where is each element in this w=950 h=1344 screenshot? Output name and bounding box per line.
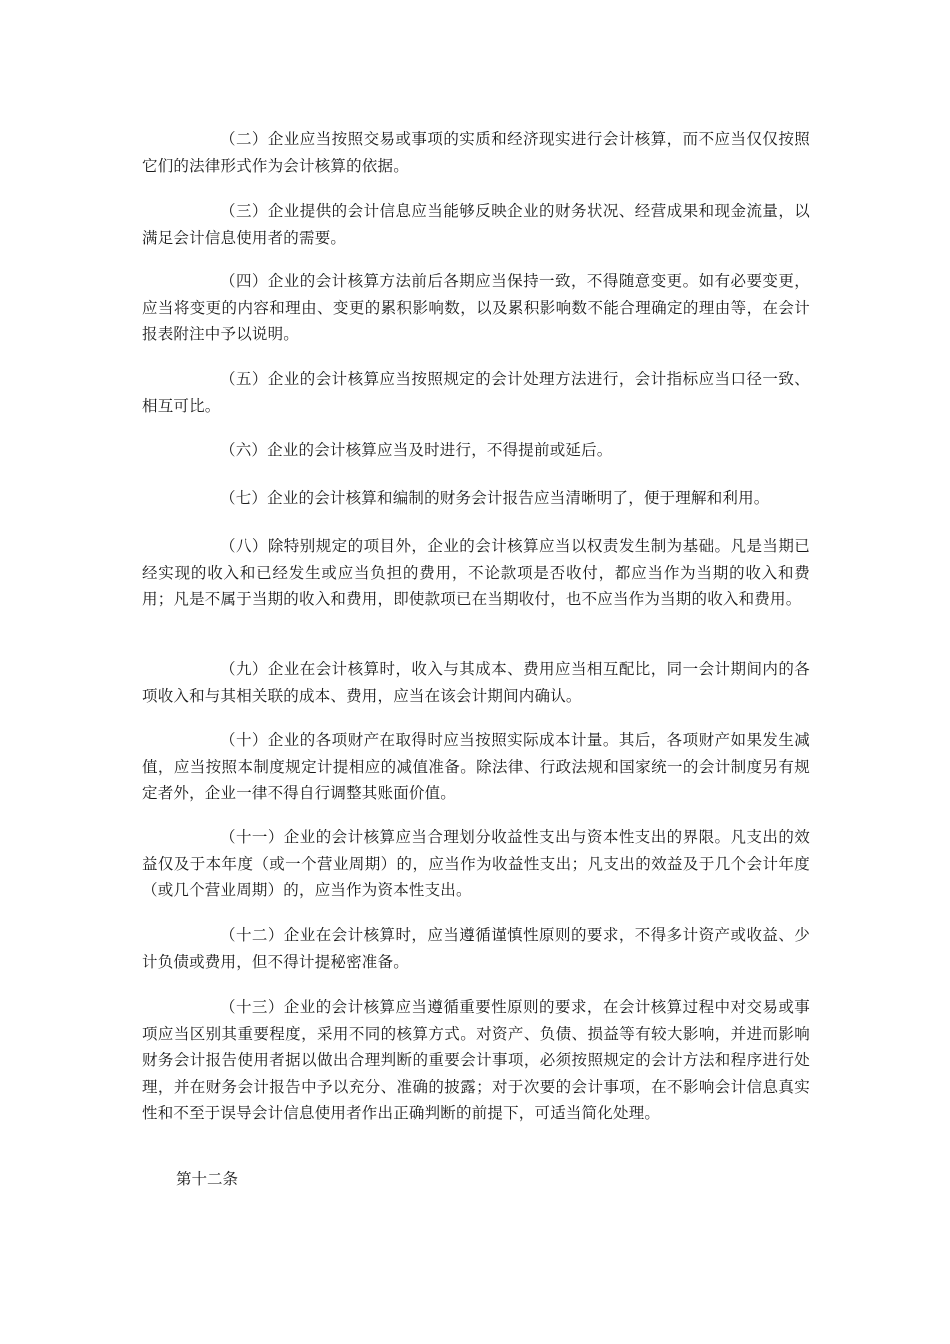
paragraph-5: （五）企业的会计核算应当按照规定的会计处理方法进行，会计指标应当口径一致、相互可比。	[142, 370, 810, 415]
paragraph-10: （十）企业的各项财产在取得时应当按照实际成本计量。其后，各项财产如果发生减值，应当按照本制度规定计提相应的减值准备。除法律、行政法规和国家统一的会计制度另有规定者外，企业一律不得自行调整其账面价值。	[142, 731, 810, 802]
paragraph-2: （二）企业应当按照交易或事项的实质和经济现实进行会计核算，而不应当仅仅按照它们的法律形式作为会计核算的依据。	[142, 130, 810, 175]
paragraph-9: （九）企业在会计核算时，收入与其成本、费用应当相互配比，同一会计期间内的各项收入和与其相关联的成本、费用，应当在该会计期间内确认。	[142, 660, 810, 705]
section-heading: 第十二条	[176, 1170, 239, 1188]
paragraph-3: （三）企业提供的会计信息应当能够反映企业的财务状况、经营成果和现金流量，以满足会计信息使用者的需要。	[142, 202, 810, 247]
paragraph-11: （十一）企业的会计核算应当合理划分收益性支出与资本性支出的界限。凡支出的效益仅及于本年度（或一个营业周期）的，应当作为收益性支出；凡支出的效益及于几个会计年度（或几个营业周期）的，应当作为资本性支出。	[142, 828, 810, 899]
paragraph-6: （六）企业的会计核算应当及时进行，不得提前或延后。	[220, 441, 613, 459]
paragraph-13: （十三）企业的会计核算应当遵循重要性原则的要求，在会计核算过程中对交易或事项应当区别其重要程度，采用不同的核算方式。对资产、负债、损益等有较大影响，并进而影响财务会计报告使用者据以做出合理判断的重要会计事项，必须按照规定的会计方法和程序进行处理，并在财务会计报告中予以充分、准确的披露；对于次要的会计事项，在不影响会计信息真实性和不至于误导会计信息使用者作出正确判断的前提下，可适当简化处理。	[142, 998, 810, 1122]
paragraph-12: （十二）企业在会计核算时，应当遵循谨慎性原则的要求，不得多计资产或收益、少计负债或费用，但不得计提秘密准备。	[142, 926, 810, 971]
paragraph-8: （八）除特别规定的项目外，企业的会计核算应当以权责发生制为基础。凡是当期已经实现的收入和已经发生或应当负担的费用，不论款项是否收付，都应当作为当期的收入和费用；凡是不属于当期的收入和费用，即使款项已在当期收付，也不应当作为当期的收入和费用。	[142, 537, 810, 608]
paragraph-4: （四）企业的会计核算方法前后各期应当保持一致，不得随意变更。如有必要变更，应当将变更的内容和理由、变更的累积影响数，以及累积影响数不能合理确定的理由等，在会计报表附注中予以说明。	[142, 272, 810, 343]
paragraph-7: （七）企业的会计核算和编制的财务会计报告应当清晰明了，便于理解和利用。	[220, 489, 770, 507]
